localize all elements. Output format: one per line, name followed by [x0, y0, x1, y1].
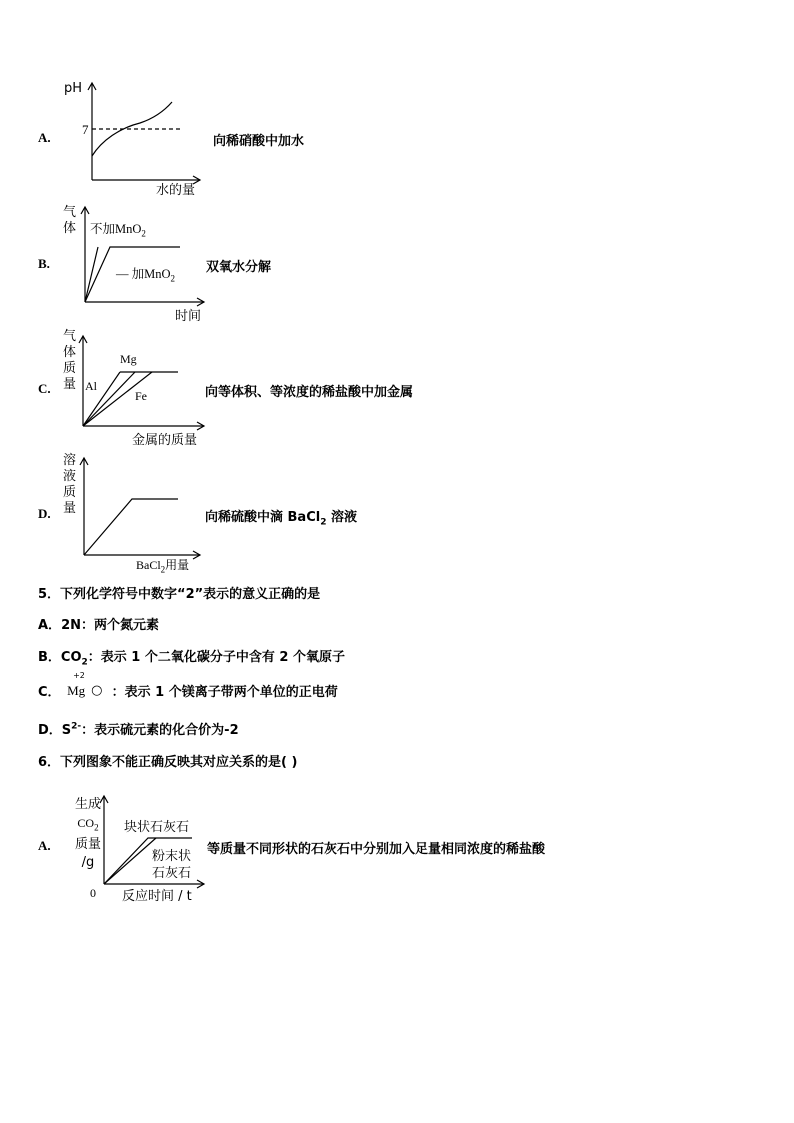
circle-icon: ○ — [91, 683, 103, 698]
x-axis-label: 反应时间 / t — [122, 889, 192, 904]
y-label-char: 液 — [63, 469, 77, 484]
q5-option-d — [38, 719, 239, 738]
option-letter: B. — [38, 256, 50, 271]
option-text: ：表示硫元素的化合价为-2 — [81, 723, 239, 738]
q5-option-a — [38, 614, 159, 633]
graph-d — [60, 452, 210, 574]
superscript: 2- — [71, 721, 82, 732]
y-label-line: /g — [81, 855, 95, 871]
fe-label: Fe — [135, 389, 147, 403]
origin-label: 0 — [90, 886, 96, 900]
option-text: ：表示 1 个二氧化碳分子中含有 2 个氧原子 — [87, 650, 345, 665]
y-label-char: 体 — [63, 221, 77, 236]
graph-b-plot — [60, 204, 210, 314]
q5-option-b — [38, 646, 345, 668]
mass-line — [84, 499, 178, 555]
mg-valence-symbol — [65, 671, 107, 698]
graph-a — [60, 78, 210, 200]
question-stem: 6．下列图象不能正确反映其对应关系的是( ) — [38, 755, 298, 770]
mg-label: Mg — [120, 352, 137, 366]
line2-label: — 加MnO$_2$ — [116, 267, 176, 284]
line-powder — [104, 838, 156, 884]
y-label-line: $CO_2$ — [77, 816, 99, 833]
option-letter: A. — [38, 838, 51, 853]
option-text: ：表示 1 个镁离子带两个单位的正电荷 — [111, 685, 338, 700]
ref-line-label: 7 — [82, 122, 89, 137]
option-letter: A. — [38, 130, 51, 145]
y-label-char: 气 — [63, 329, 77, 344]
line-with-catalyst-steep — [85, 247, 98, 302]
x-axis-label: 金属的质量 — [132, 433, 198, 448]
q5-option-c — [38, 671, 338, 700]
graph-b — [60, 204, 210, 326]
graph-d-plot — [60, 452, 210, 562]
y-label-char: 量 — [63, 377, 77, 392]
y-label-line: 生成 — [74, 797, 101, 812]
option-description: 向稀硝酸中加水 — [213, 134, 305, 149]
x-axis-label: 水的量 — [156, 183, 196, 198]
y-label-char: 质 — [63, 361, 77, 376]
element-symbol: Mg — [67, 683, 86, 698]
formula: CO — [60, 650, 82, 665]
option-letter: D. — [38, 506, 51, 521]
lump-label: 块状石灰石 — [124, 820, 190, 835]
x-axis-label: BaCl$_2$用量 — [136, 558, 190, 575]
y-axis-label: pH — [64, 81, 83, 96]
option-description: 双氧水分解 — [206, 260, 272, 275]
formula: S — [61, 723, 72, 738]
powder-label — [152, 848, 191, 882]
option-description: 等质量不同形状的石灰石中分别加入足量相同浓度的稀盐酸 — [207, 842, 546, 857]
option-letter: C. — [38, 381, 51, 396]
al-label: Al — [85, 379, 97, 393]
y-label-char: 气 — [63, 205, 77, 220]
option-description: 向稀硫酸中滴 BaCl$_2$ 溶液 — [205, 510, 358, 528]
ph-curve — [92, 102, 172, 156]
y-label-char: 溶 — [63, 453, 77, 468]
option-letter: B． — [38, 650, 61, 665]
option-description: 向等体积、等浓度的稀盐酸中加金属 — [205, 385, 414, 400]
graph-a-plot — [60, 78, 210, 198]
subscript: 2 — [81, 657, 88, 668]
option-text: 2N：两个氮元素 — [61, 618, 159, 633]
y-label-line: 质量 — [74, 837, 101, 853]
option-letter: C． — [38, 685, 61, 700]
question-stem: 5．下列化学符号中数字“2”表示的意义正确的是 — [38, 587, 321, 602]
x-axis-label: 时间 — [175, 309, 202, 324]
graph-q6a-plot — [64, 792, 209, 902]
powder-label-line: 石灰石 — [152, 866, 192, 881]
graph-c — [60, 328, 210, 450]
y-label-char: 量 — [63, 501, 77, 516]
graph-q6a — [64, 792, 209, 912]
option-letter: A． — [38, 618, 62, 633]
powder-label-line: 粉末状 — [152, 849, 192, 864]
y-label-char: 体 — [63, 345, 77, 360]
option-letter: D． — [38, 723, 62, 738]
y-label-char: 质 — [63, 485, 77, 500]
valence: +2 — [73, 671, 85, 680]
line1-label: 不加MnO$_2$ — [90, 222, 146, 239]
graph-c-plot — [60, 328, 210, 438]
